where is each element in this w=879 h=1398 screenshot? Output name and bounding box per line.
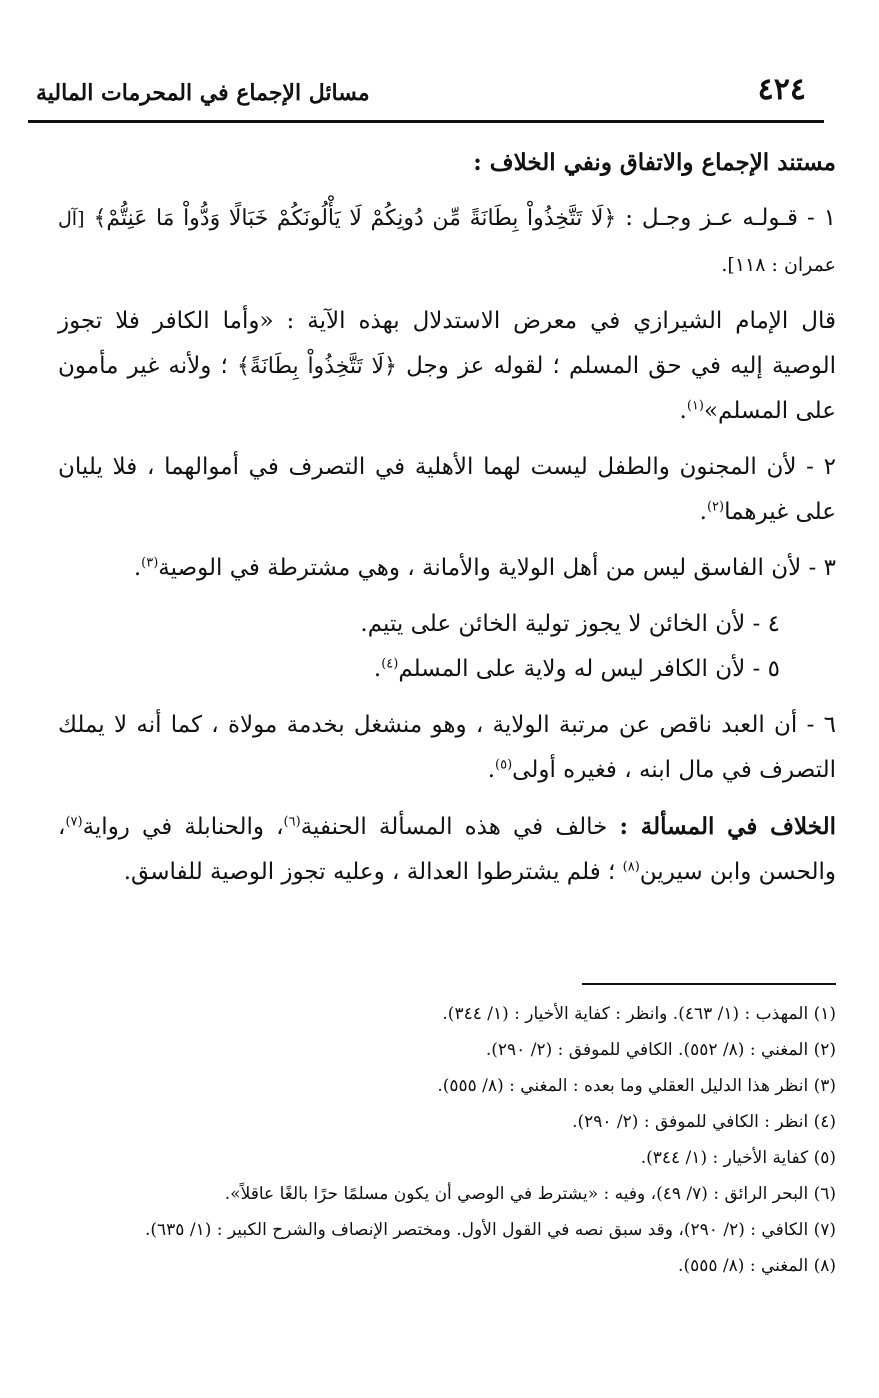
footnote-marker: (٤)	[381, 656, 399, 672]
page-number: ٤٢٤	[757, 72, 806, 107]
shirazi-text: قال الإمام الشيرازي في معرض الاستدلال بهذه الآية : «وأما الكافر فلا تجوز الوصية إليه في حق المسلم ؛ لقوله عز وجل	[58, 308, 837, 379]
footnote-6: (٦) البحر الرائق : (٧/ ٤٩)، وفيه : «يشترط في الوصي أن يكون مسلمًا حرًا بالغًا عاقلاً».	[224, 1184, 836, 1204]
footnote-5: (٥) كفاية الأخيار : (١/ ٣٤٤).	[640, 1148, 836, 1168]
paragraph-item-4	[58, 602, 836, 647]
verse-reference: [آل عمران : ١١٨].	[58, 208, 836, 276]
footnote-4: (٤) انظر : الكافي للموفق : (٢/ ٢٩٠).	[572, 1112, 836, 1132]
footnote-divider	[582, 983, 836, 985]
khilaf-text-3: ، والحسن وابن سيرين	[58, 814, 836, 885]
paragraph-shirazi: قال الإمام الشيرازي في معرض الاستدلال بهذه الآية : «وأما الكافر فلا تجوز الوصية إليه في حق المسلم ؛ لقوله عز وجل ﴿لَا تَتَّخِذُواْ بِطَانَةً﴾ ؛ ولأنه غير مأمون على المسلم»$^{(١)}$.	[58, 308, 837, 424]
footnote-marker: (٦)	[283, 814, 301, 830]
khilaf-text-4: ؛ فلم يشترطوا العدالة ، وعليه تجوز الوصية للفاسق.	[123, 859, 616, 885]
footnote-7: (٧) الكافي : (٢/ ٢٩٠)، وقد سبق نصه في القول الأول. ومختصر الإنصاف والشرح الكبير : (١/ ٦٣٥).	[144, 1220, 836, 1240]
running-title: مسائل الإجماع في المحرمات المالية	[36, 80, 370, 106]
main-text	[58, 140, 836, 906]
item2-text: ٢ - لأن المجنون والطفل ليست لهما الأهلية في التصرف في أموالهما ، فلا يليان على غيرهما	[58, 454, 836, 525]
page-header	[28, 58, 824, 123]
khilaf-text-1: خالف في هذه المسألة الحنفية	[300, 814, 608, 840]
shirazi-end: ؛ ولأنه غير مأمون على المسلم»	[58, 353, 836, 424]
footnote-marker: (٥)	[495, 757, 513, 773]
item6-text: ٦ - أن العبد ناقص عن مرتبة الولاية ، وهو منشغل بخدمة مولاة ، كما أنه لا يملك التصرف في مال ابنه ، فغيره أولى	[58, 712, 836, 783]
footnote-marker: (٨)	[622, 859, 640, 875]
footnote-2: (٢) المغني : (٨/ ٥٥٢). الكافي للموفق : (٢/ ٢٩٠).	[485, 1040, 836, 1060]
footnote-marker: (١)	[686, 398, 704, 414]
khilaf-label: الخلاف في المسألة :	[619, 813, 836, 840]
footnote-marker: (٧)	[65, 814, 83, 830]
footnote-1: (١) المهذب : (١/ ٤٦٣). وانظر : كفاية الأخيار : (١/ ٣٤٤).	[442, 1004, 836, 1024]
footnote-3: (٣) انظر هذا الدليل العقلي وما بعده : المغني : (٨/ ٥٥٥).	[437, 1076, 836, 1096]
item1-intro: ١ - قـولـه عـز وجـل :	[625, 205, 837, 231]
paragraph-item-1	[58, 196, 836, 288]
item4-text: ٤ - لأن الخائن لا يجوز تولية الخائن على يتيم.	[360, 611, 780, 637]
item5-text: ٥ - لأن الكافر ليس له ولاية على المسلم	[398, 656, 780, 682]
paragraph-item-2: ٢ - لأن المجنون والطفل ليست لهما الأهلية في التصرف في أموالهما ، فلا يليان على غيرهما$^{(٢)}$.	[58, 454, 836, 525]
footnote-8: (٨) المغني : (٨/ ٥٥٥).	[678, 1256, 836, 1276]
paragraph-item-6: ٦ - أن العبد ناقص عن مرتبة الولاية ، وهو منشغل بخدمة مولاة ، كما أنه لا يملك التصرف في مال ابنه ، فغيره أولى$^{(٥)}$.	[58, 712, 836, 783]
item3-text: ٣ - لأن الفاسق ليس من أهل الولاية والأمانة ، وهي مشترطة في الوصية	[158, 555, 836, 581]
footnotes	[58, 996, 836, 1284]
paragraph-khilaf	[58, 804, 836, 895]
quran-verse-short: ﴿لَا تَتَّخِذُواْ بِطَانَةً﴾	[236, 354, 397, 379]
section-heading: مستند الإجماع والاتفاق ونفي الخلاف :	[473, 149, 836, 176]
paragraph-item-3: ٣ - لأن الفاسق ليس من أهل الولاية والأمانة ، وهي مشترطة في الوصية$^{(٣)}$.	[133, 555, 836, 581]
quran-verse: ﴿لَا تَتَّخِذُواْ بِطَانَةً مِّن دُونِكُمْ لَا يَأْلُونَكُمْ خَبَالًا وَدُّواْ مَا عَنِتُّمْ﴾	[93, 206, 617, 231]
footnote-marker: (٣)	[141, 555, 159, 571]
khilaf-text-2: ، والحنابلة في رواية	[82, 814, 284, 840]
paragraph-item-5: ٥ - لأن الكافر ليس له ولاية على المسلم$^{(٤)}$.	[373, 656, 780, 682]
footnote-marker: (٢)	[706, 499, 725, 515]
